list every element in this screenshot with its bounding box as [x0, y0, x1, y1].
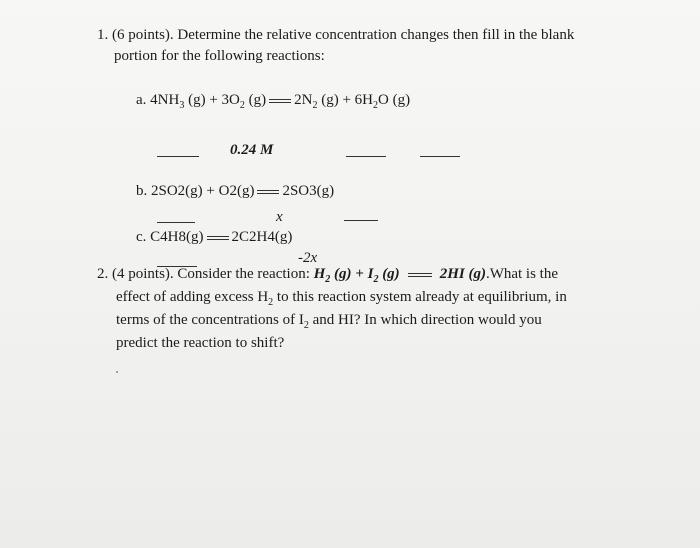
equilibrium-arrow-icon [269, 97, 291, 105]
equilibrium-arrow-icon [207, 234, 229, 242]
q2-line3: terms of the concentrations of $I_2$ and HI? In which direction would you [116, 312, 542, 331]
equilibrium-arrow-icon [257, 188, 279, 196]
q1-heading-line2: portion for the following reactions: [114, 48, 325, 64]
q2-line4: predict the reaction to shift? [116, 335, 285, 351]
q1-heading-line1: 1. (6 points). Determine the relative concentration changes then fill in the blank [97, 27, 575, 43]
value-a-o2: 0.24 M [230, 142, 274, 158]
pen-mark [116, 371, 118, 373]
blank-b-so2[interactable] [157, 222, 195, 223]
reaction-a: a. $4NH_3$ $(g) + 3O_2$ (g) $2N_2$ $(g) + 6H_2O$ (g) [136, 92, 411, 111]
blank-a-nh3[interactable] [157, 156, 199, 157]
reaction-b: b. 2SO2(g) + O2(g) 2SO3(g) [136, 183, 335, 199]
q2-line2: effect of adding excess $H_2$ to this reaction system already at equilibrium, in [116, 289, 567, 308]
q2-line1: 2. (4 points). Consider the reaction: $H_2$ $(g) + I_2$ (g) 2HI (g).What is the [97, 266, 559, 285]
reaction-c: c. C4H8(g) 2C2H4(g) [136, 229, 293, 245]
blank-a-h2o[interactable] [420, 156, 460, 157]
equilibrium-arrow-icon [408, 271, 432, 279]
blank-b-so3[interactable] [344, 220, 378, 221]
blank-a-n2[interactable] [346, 156, 386, 157]
value-b-o2: x [276, 209, 283, 225]
value-c-c2h4: -2x [298, 250, 318, 266]
